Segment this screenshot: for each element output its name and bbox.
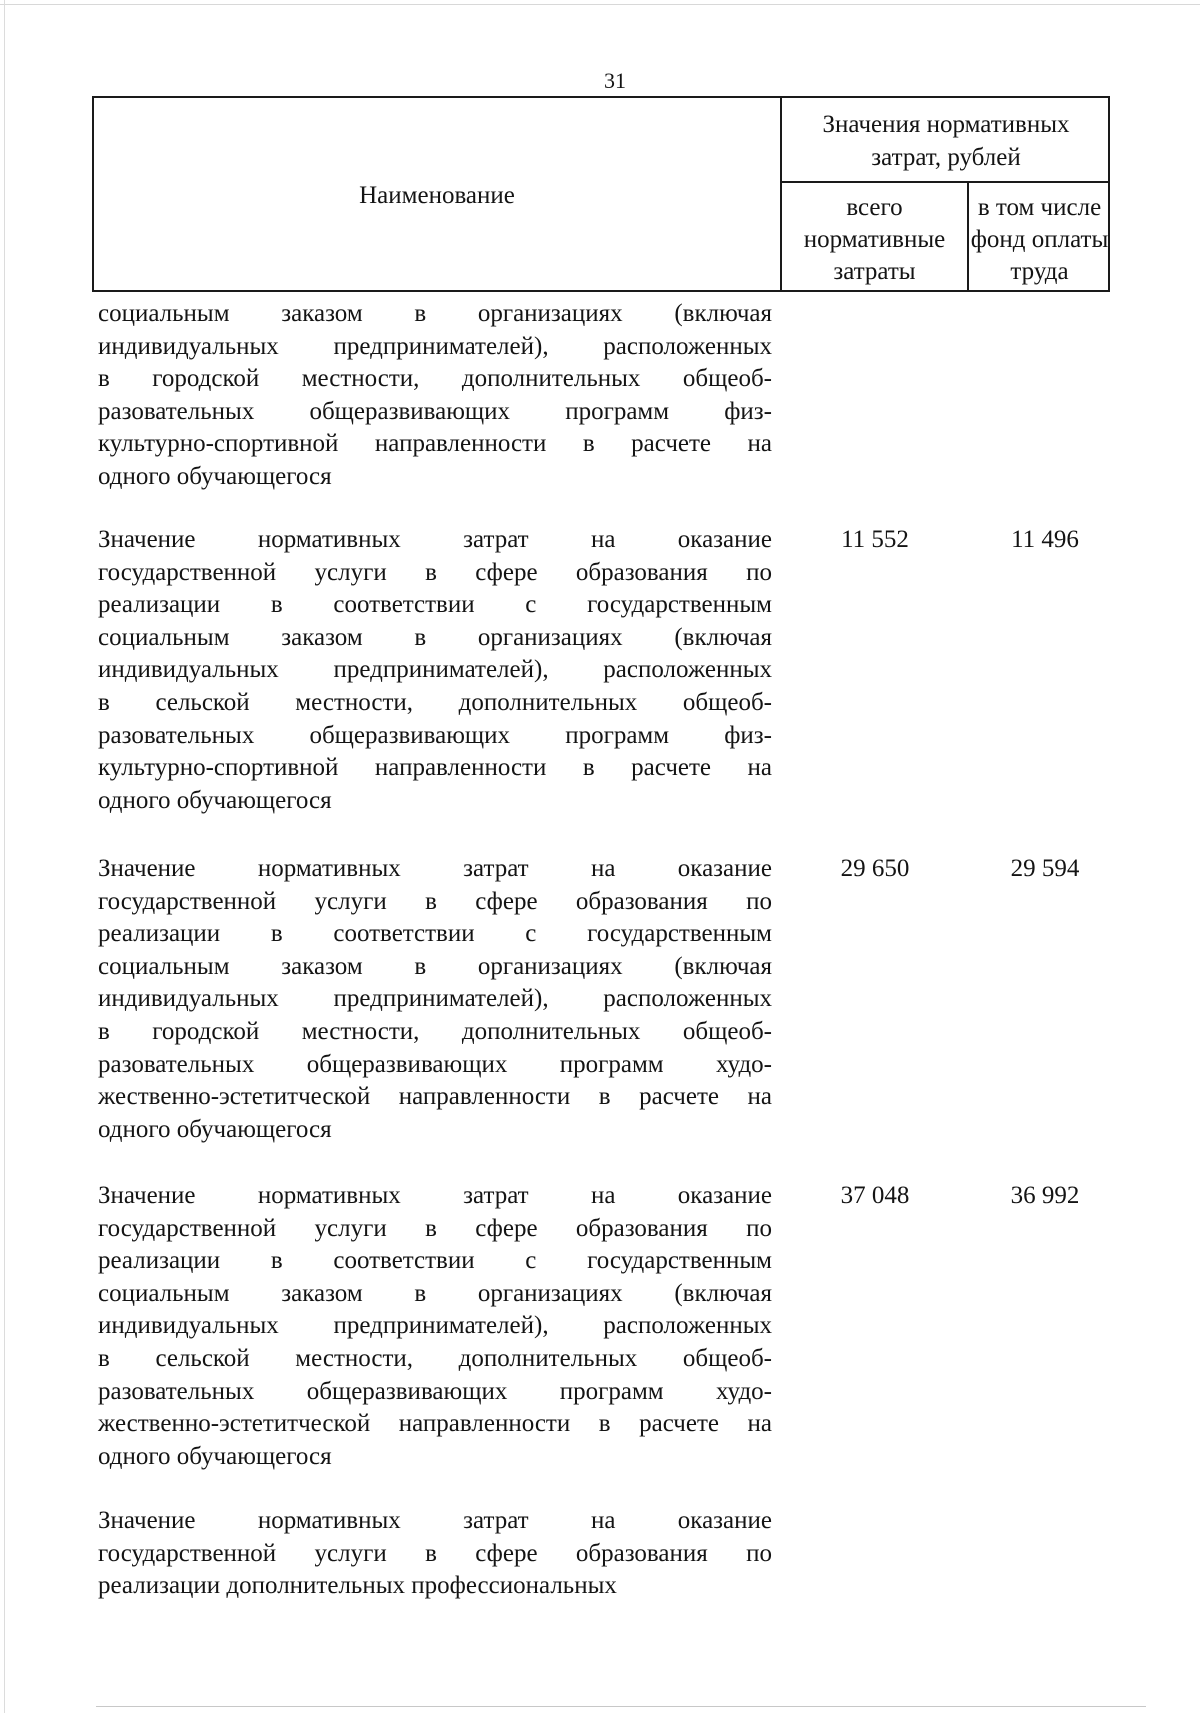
row-4-name xyxy=(98,1180,772,1473)
row-5-line: реализации дополнительных профессиональных xyxy=(98,1572,617,1600)
row-1-line: одного обучающегося xyxy=(98,462,332,490)
header-total-line-2: нормативные xyxy=(803,226,946,253)
header-wage-line-1: в том числе xyxy=(977,194,1102,221)
row-5-line: Значение нормативных затрат на оказание xyxy=(98,1507,772,1534)
row-3-line: Значение нормативных затрат на оказание xyxy=(98,855,772,882)
row-5-name xyxy=(98,1505,772,1603)
header-total-line-1: всего xyxy=(846,194,903,221)
row-2-line: одного обучающегося xyxy=(98,786,332,814)
row-2-name xyxy=(98,524,772,817)
row-2-total: 11 552 xyxy=(841,526,909,553)
row-2-line: индивидуальных предпринимателей), расположенных xyxy=(98,656,772,684)
row-3-total: 29 650 xyxy=(840,855,910,882)
scan-edge-bottom xyxy=(96,1706,1146,1707)
header-wage-line-3: труда xyxy=(1010,258,1069,285)
row-2-wage: 11 496 xyxy=(1011,526,1079,553)
header-name-column: Наименование xyxy=(359,182,515,209)
row-3-line: одного обучающегося xyxy=(98,1115,332,1143)
row-4-line: разовательных общеразвивающих программ худо- xyxy=(98,1377,772,1405)
row-4-line: государственной услуги в сфере образования по xyxy=(98,1214,772,1242)
row-2-line: культурно-спортивной направленности в расчете на xyxy=(98,754,772,782)
scan-edge-left xyxy=(4,0,5,1713)
row-2-line: социальным заказом в организациях (включая xyxy=(98,623,772,651)
row-2-line: государственной услуги в сфере образования по xyxy=(98,558,772,586)
header-values-line-1: Значения нормативных xyxy=(822,111,1070,138)
header-values-line-2: затрат, рублей xyxy=(871,144,1021,171)
row-2-line: в сельской местности, дополнительных общеоб- xyxy=(98,688,772,716)
header-divider-values xyxy=(780,181,1110,183)
row-3-line: реализации в соответствии с государственным xyxy=(98,920,772,948)
row-2-line: Значение нормативных затрат на оказание xyxy=(98,526,772,553)
row-2-line: реализации в соответствии с государственным xyxy=(98,591,772,619)
header-wage-line-2: фонд оплаты xyxy=(970,226,1109,253)
row-3-line: индивидуальных предпринимателей), расположенных xyxy=(98,985,772,1013)
row-3-line: государственной услуги в сфере образования по xyxy=(98,887,772,915)
row-1-line: культурно-спортивной направленности в расчете на xyxy=(98,430,772,458)
row-4-total: 37 048 xyxy=(840,1182,910,1209)
row-3-line: жественно-эстетитческой направленности в расчете на xyxy=(98,1083,772,1111)
row-3-wage: 29 594 xyxy=(1010,855,1080,882)
header-total-column xyxy=(782,192,967,288)
row-3-line: разовательных общеразвивающих программ худо- xyxy=(98,1050,772,1078)
row-1-line: в городской местности, дополнительных общеоб- xyxy=(98,365,772,393)
row-5-line: государственной услуги в сфере образования по xyxy=(98,1539,772,1567)
row-3-line: в городской местности, дополнительных общеоб- xyxy=(98,1017,772,1045)
row-4-line: Значение нормативных затрат на оказание xyxy=(98,1182,772,1209)
header-values-group xyxy=(782,108,1110,174)
row-4-line: в сельской местности, дополнительных общеоб- xyxy=(98,1344,772,1372)
page-number: 31 xyxy=(604,68,626,93)
row-4-line: индивидуальных предпринимателей), расположенных xyxy=(98,1312,772,1340)
row-1-line: разовательных общеразвивающих программ физ- xyxy=(98,397,772,425)
scan-edge-top xyxy=(0,4,1200,5)
header-wage-column xyxy=(969,192,1110,288)
row-2-line: разовательных общеразвивающих программ физ- xyxy=(98,721,772,749)
row-3-line: социальным заказом в организациях (включая xyxy=(98,952,772,980)
row-1-name xyxy=(98,298,772,494)
row-3-name xyxy=(98,853,772,1146)
row-4-line: социальным заказом в организациях (включая xyxy=(98,1279,772,1307)
row-4-line: жественно-эстетитческой направленности в расчете на xyxy=(98,1410,772,1438)
row-1-line: социальным заказом в организациях (включая xyxy=(98,300,772,327)
header-total-line-3: затраты xyxy=(833,258,916,285)
row-4-wage: 36 992 xyxy=(1010,1182,1080,1209)
row-4-line: реализации в соответствии с государственным xyxy=(98,1247,772,1275)
row-1-line: индивидуальных предпринимателей), расположенных xyxy=(98,332,772,360)
row-4-line: одного обучающегося xyxy=(98,1442,332,1470)
